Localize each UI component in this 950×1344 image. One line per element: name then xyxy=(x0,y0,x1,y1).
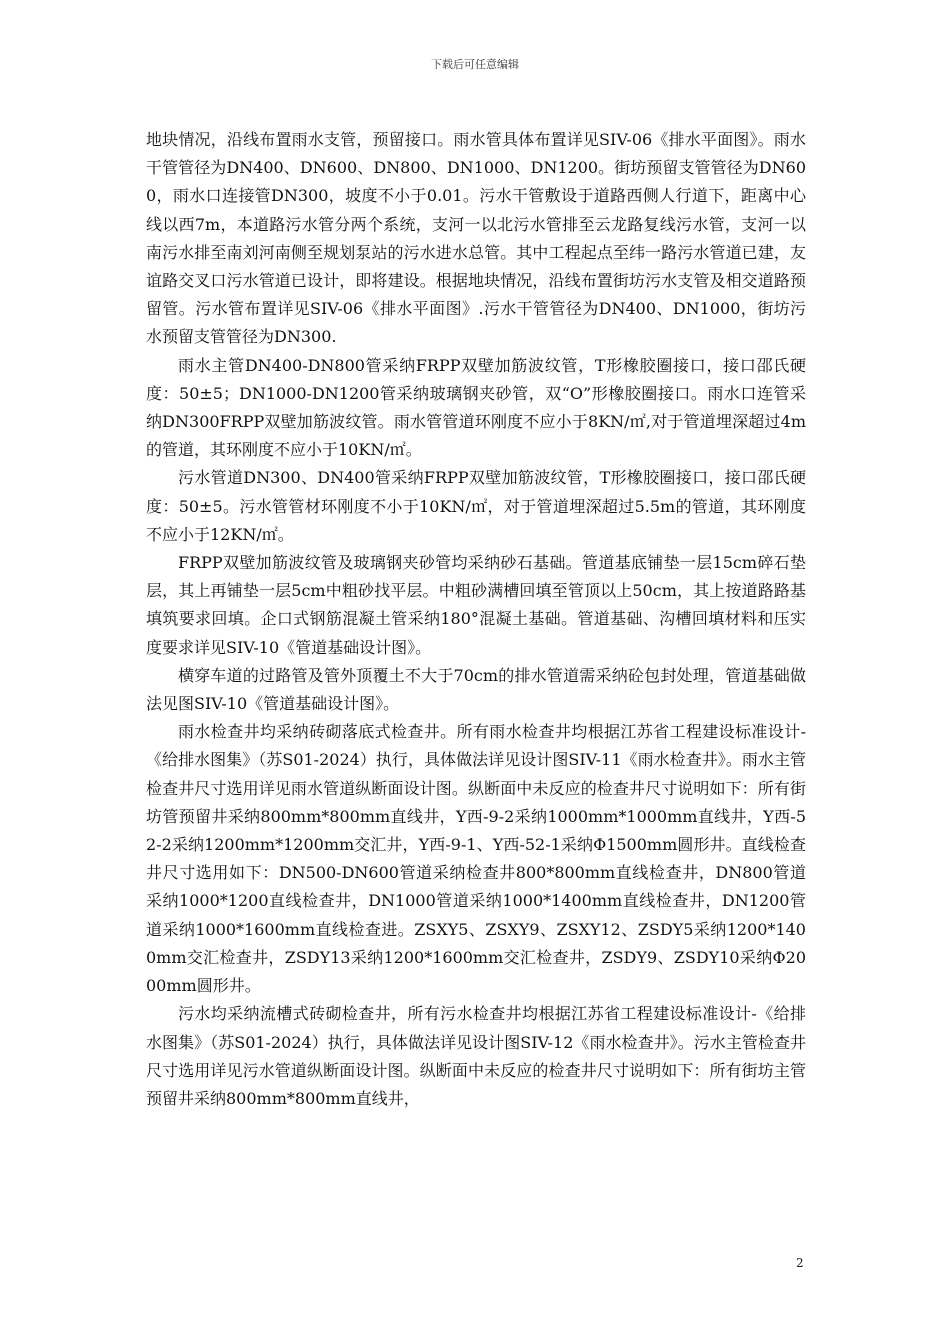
paragraph: 雨水检查井均采纳砖砌落底式检查井。所有雨水检查井均根据江苏省工程建设标准设计-《给排水图集》（苏S01-2024）执行，具体做法详见设计图SIV-11《雨水检查井》。雨水主管检查井尺寸选用详见雨水管道纵断面设计图。纵断面中未反应的检查井尺寸说明如下：所有街坊管预留井采纳800mm*800mm直线井，Y西-9-2采纳1000mm*1000mm直线井，Y西-52-2采纳1200mm*1200mm交汇井，Y西-9-1、Y西-52-1采纳Φ1500mm圆形井。直线检查井尺寸选用如下：DN500-DN600管道采纳检查井800*800mm直线检查井，DN800管道采纳1000*1200直线检查井，DN1000管道采纳1000*1400mm直线检查井，DN1200管道采纳1000*1600mm直线检查进。ZSXY5、ZSXY9、ZSXY12、ZSDY5采纳1200*1400mm交汇检查井，ZSDY13采纳1200*1600mm交汇检查井，ZSDY9、ZSDY10采纳Φ2000mm圆形井。 xyxy=(146,722,806,996)
page-header: 下载后可任意编辑 xyxy=(431,58,519,71)
paragraph: 污水管道DN300、DN400管采纳FRPP双壁加筋波纹管，T形橡胶圈接口，接口邵氏硬度：50±5。污水管管材环刚度不小于10KN/㎡，对于管道埋深超过5.5m的管道，其环刚度不应小于12KN/㎡。 xyxy=(146,468,806,544)
page-number: 2 xyxy=(796,1256,804,1270)
paragraph: 横穿车道的过路管及管外顶覆土不大于70cm的排水管道需采纳砼包封处理，管道基础做法见图SIV-10《管道基础设计图》。 xyxy=(146,665,806,714)
paragraph: FRPP双壁加筋波纹管及玻璃钢夹砂管均采纳砂石基础。管道基底铺垫一层15cm碎石垫层，其上再铺垫一层5cm中粗砂找平层。中粗砂满槽回填至管顶以上50cm，其上按道路路基填筑要求回填。企口式钢筋混凝土管采纳180°混凝土基础。管道基础、沟槽回填材料和压实度要求详见SIV-10《管道基础设计图》。 xyxy=(146,553,806,657)
paragraph: 地块情况，沿线布置雨水支管，预留接口。雨水管具体布置详见SIV-06《排水平面图》。雨水干管管径为DN400、DN600、DN800、DN1000、DN1200。街坊预留支管管径为DN600，雨水口连接管DN300，坡度不小于0.01。污水干管敷设于道路西侧人行道下，距离中心线以西7m，本道路污水管分两个系统，支河一以北污水管排至云龙路复线污水管，支河一以南污水排至南刘河南侧至规划泵站的污水进水总管。其中工程起点至纬一路污水管道已建，友谊路交叉口污水管道已设计，即将建设。根据地块情况，沿线布置街坊污水支管及相交道路预留管。污水管布置详见SIV-06《排水平面图》.污水干管管径为DN400、DN1000，街坊污水预留支管管径为DN300. xyxy=(146,130,806,347)
paragraph: 雨水主管DN400-DN800管采纳FRPP双壁加筋波纹管，T形橡胶圈接口，接口邵氏硬度：50±5；DN1000-DN1200管采纳玻璃钢夹砂管，双“O”形橡胶圈接口。雨水口连管采纳DN300FRPP双壁加筋波纹管。雨水管管道环刚度不应小于8KN/㎡,对于管道埋深超过4m的管道，其环刚度不应小于10KN/㎡。 xyxy=(146,355,806,460)
paragraph: 污水均采纳流槽式砖砌检查井，所有污水检查井均根据江苏省工程建设标准设计-《给排水图集》（苏S01-2024）执行，具体做法详见设计图SIV-12《雨水检查井》。污水主管检查井尺寸选用详见污水管道纵断面设计图。纵断面中未反应的检查井尺寸说明如下：所有街坊主管预留井采纳800mm*800mm直线井， xyxy=(146,1004,806,1108)
document-body xyxy=(146,126,806,1113)
